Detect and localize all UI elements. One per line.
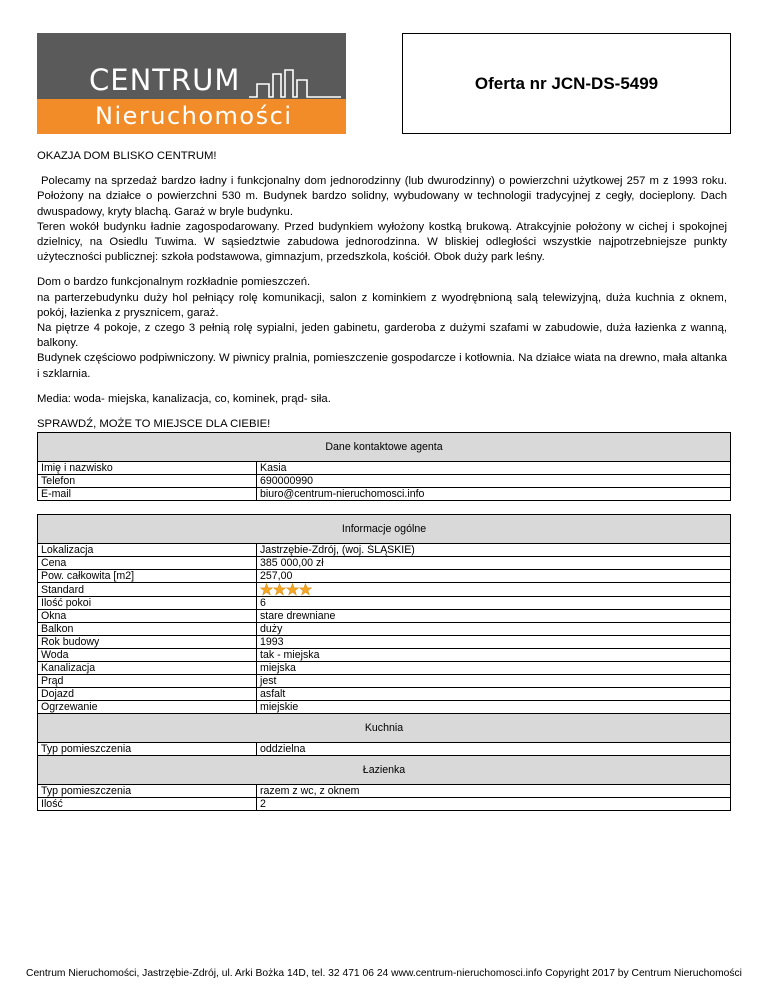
description-para-6: Budynek częściowo podpiwniczony. W piwnicy pralnia, pomieszczenie gospodarcze i kotłownia. Na działce wiata na drewno, mała altanka i szklarnia. xyxy=(37,352,727,380)
kitchen-title: Kuchnia xyxy=(38,714,731,743)
table-row xyxy=(38,785,731,798)
description-para-4: na parterzebudynku duży hol pełniący rolę komunikacji, salon z kominkiem z wyodrębnioną salą telewizyjną, duża kuchnia z oknem, pokój, łazienka z prysznicem, garaż. xyxy=(37,291,727,319)
year-label: Rok budowy xyxy=(38,636,257,649)
rooms-value: 6 xyxy=(257,597,731,610)
kitchen-type-value: oddzielna xyxy=(257,743,731,756)
bathroom-count-label: Ilość xyxy=(38,798,257,811)
bathroom-type-value: razem z wc, z oknem xyxy=(257,785,731,798)
bathroom-count-value: 2 xyxy=(257,798,731,811)
logo-word: CENTRUM xyxy=(89,63,241,97)
sewage-value: miejska xyxy=(257,662,731,675)
balcony-value: duży xyxy=(257,623,731,636)
area-value: 257,00 xyxy=(257,570,731,583)
standard-label: Standard xyxy=(38,583,257,597)
headline: OKAZJA DOM BLISKO CENTRUM! xyxy=(37,150,217,162)
agent-email-label: E-mail xyxy=(38,488,257,501)
table-row xyxy=(38,610,731,623)
balcony-label: Balkon xyxy=(38,623,257,636)
logo-subtitle: Nieruchomości xyxy=(95,102,293,130)
table-row xyxy=(38,743,731,756)
location-label: Lokalizacja xyxy=(38,544,257,557)
agent-email-value: biuro@centrum-nieruchomosci.info xyxy=(257,488,731,501)
table-row xyxy=(38,662,731,675)
water-value: tak - miejska xyxy=(257,649,731,662)
general-info-title: Informacje ogólne xyxy=(38,515,731,544)
kitchen-type-label: Typ pomieszczenia xyxy=(38,743,257,756)
sewage-label: Kanalizacja xyxy=(38,662,257,675)
agent-name-value: Kasia xyxy=(257,462,731,475)
agent-phone-value: 690000990 xyxy=(257,475,731,488)
agent-name-label: Imię i nazwisko xyxy=(38,462,257,475)
description-para-1: Polecamy na sprzedaż bardzo ładny i funkcjonalny dom jednorodzinny (lub dwurodzinny) o powierzchni użytkowej 257 m z 1993 roku. Położony na działce o powierzchni 530 m. Budynek bardzo solidny, wybudowany w technologii tradycyjnej z cegły, docieplony. Dach dwuspadowy, kryty blachą. Garaż w bryle budynku. xyxy=(37,175,727,218)
table-row xyxy=(38,583,731,597)
area-label: Pow. całkowita [m2] xyxy=(38,570,257,583)
star-icon xyxy=(299,583,312,596)
standard-rating xyxy=(257,583,731,597)
description xyxy=(37,149,727,432)
table-row xyxy=(38,701,731,714)
description-para-2: Teren wokół budynku ładnie zagospodarowany. Przed budynkiem wyłożony kostką brukową. Atrakcyjnie położony w cichej i spokojnej dzielnicy, na Osiedlu Tuwima. W sąsiedztwie zabudowa jednorodzinna. W bliskiej odległości wszystkie najpotrzebniejsze punkty użyteczności publicznej: szkoła podstawowa, gimnazjum, przedszkola, kościół. Obok duży park leśny. xyxy=(37,220,727,264)
company-logo xyxy=(37,33,346,134)
agent-phone-label: Telefon xyxy=(38,475,257,488)
windows-value: stare drewniane xyxy=(257,610,731,623)
price-value: 385 000,00 zł xyxy=(257,557,731,570)
power-label: Prąd xyxy=(38,675,257,688)
offer-title: Oferta nr JCN-DS-5499 xyxy=(474,73,659,93)
table-row xyxy=(38,475,731,488)
access-label: Dojazd xyxy=(38,688,257,701)
water-label: Woda xyxy=(38,649,257,662)
power-value: jest xyxy=(257,675,731,688)
table-row xyxy=(38,544,731,557)
location-value: Jastrzębie-Zdrój, (woj. ŚLĄSKIE) xyxy=(257,544,731,557)
rooms-label: Ilość pokoi xyxy=(38,597,257,610)
table-row xyxy=(38,636,731,649)
table-row xyxy=(38,597,731,610)
offer-box xyxy=(402,33,731,134)
table-row xyxy=(38,798,731,811)
table-row xyxy=(38,688,731,701)
bathroom-type-label: Typ pomieszczenia xyxy=(38,785,257,798)
description-para-3: Dom o bardzo funkcjonalnym rozkładnie pomieszczeń. xyxy=(37,276,311,289)
media-line: Media: woda- miejska, kanalizacja, co, kominek, prąd- siła. xyxy=(37,392,331,405)
star-icon xyxy=(273,583,286,596)
bathroom-title: Łazienka xyxy=(38,756,731,785)
agent-table xyxy=(37,432,731,501)
table-row xyxy=(38,488,731,501)
table-row xyxy=(38,570,731,583)
star-icon xyxy=(286,583,299,596)
agent-table-title: Dane kontaktowe agenta xyxy=(38,433,731,462)
heating-label: Ogrzewanie xyxy=(38,701,257,714)
skyline-icon xyxy=(249,68,341,98)
table-row xyxy=(38,462,731,475)
page-footer: Centrum Nieruchomości, Jastrzębie-Zdrój, ul. Arki Bożka 14D, tel. 32 471 06 24 www.centrum-nieruchomosci.info Copyright 2017 by Centrum Nieruchomości xyxy=(26,968,742,979)
heating-value: miejskie xyxy=(257,701,731,714)
access-value: asfalt xyxy=(257,688,731,701)
general-info-table xyxy=(37,514,731,811)
table-row xyxy=(38,649,731,662)
table-row xyxy=(38,557,731,570)
windows-label: Okna xyxy=(38,610,257,623)
star-icon xyxy=(260,583,273,596)
table-row xyxy=(38,623,731,636)
table-row xyxy=(38,675,731,688)
year-value: 1993 xyxy=(257,636,731,649)
description-para-5: Na piętrze 4 pokoje, z czego 3 pełnią rolę sypialni, jeden gabinetu, garderoba z dużymi szafami w zabudowie, duża łazienka z wanną, balkony. xyxy=(37,322,727,350)
price-label: Cena xyxy=(38,557,257,570)
closing-line: SPRAWDŹ, MOŻE TO MIEJSCE DLA CIEBIE! xyxy=(37,418,271,431)
